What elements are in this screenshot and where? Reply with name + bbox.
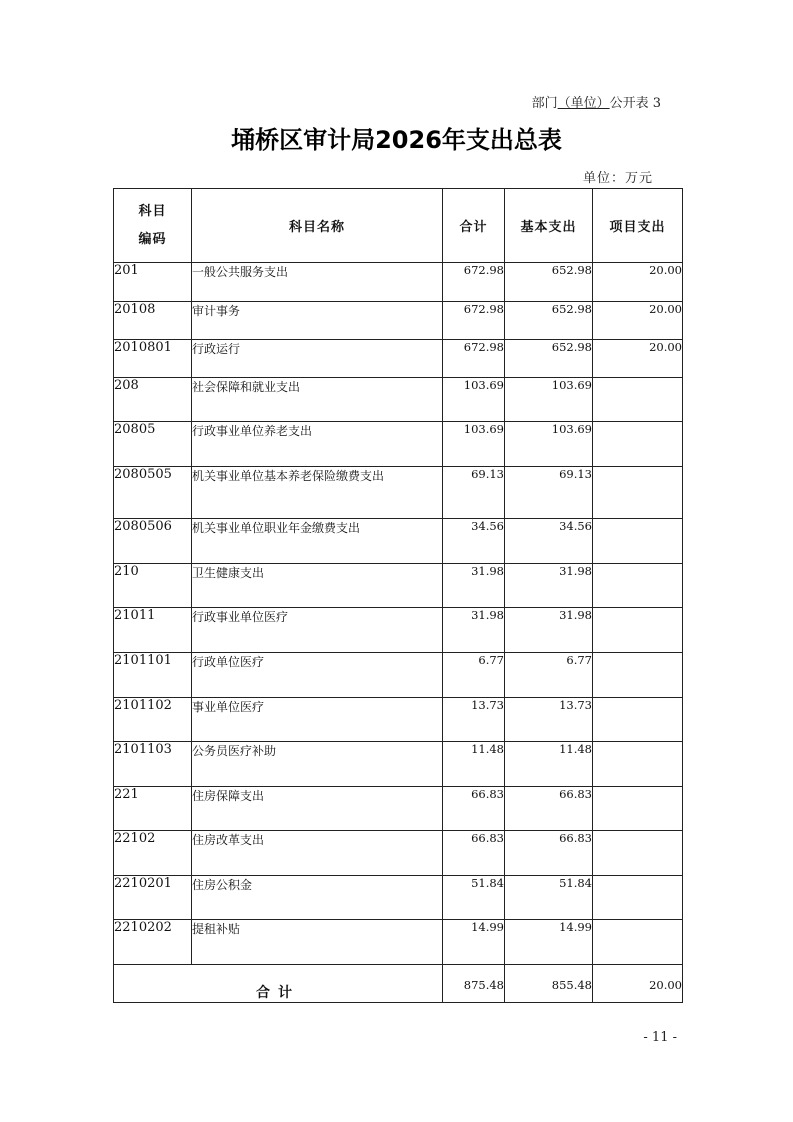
table-row [114,653,683,698]
table-row [114,608,683,653]
row-code: 20108 [114,302,192,340]
row-project [593,519,683,564]
row-basic: 69.13 [505,467,593,519]
row-code: 2210202 [114,920,192,965]
row-code: 21011 [114,608,192,653]
row-code: 208 [114,378,192,422]
row-total: 14.99 [443,920,505,965]
table-row [114,920,683,965]
page-title: 埇桥区审计局2026年支出总表 [231,126,562,154]
row-total: 13.73 [443,698,505,742]
row-project [593,378,683,422]
row-name: 审计事务 [192,302,443,340]
row-name: 住房保障支出 [192,787,443,831]
table-row [114,263,683,302]
row-code: 20805 [114,422,192,467]
table-row [114,742,683,787]
page-number: - 11 - [643,1030,677,1045]
row-total: 34.56 [443,519,505,564]
row-name: 行政单位医疗 [192,653,443,698]
row-total: 66.83 [443,831,505,876]
row-code: 2010801 [114,340,192,378]
row-total: 11.48 [443,742,505,787]
row-name: 提租补贴 [192,920,443,965]
row-basic: 51.84 [505,876,593,920]
doc-label-suffix: 公开表 3 [609,96,661,111]
row-name: 行政运行 [192,340,443,378]
row-total: 31.98 [443,564,505,608]
row-project [593,920,683,965]
table-row [114,831,683,876]
table-row [114,564,683,608]
grand-total-project: 20.00 [593,965,683,1003]
row-name: 一般公共服务支出 [192,263,443,302]
table-row [114,340,683,378]
header-name: 科目名称 [192,189,443,263]
row-basic: 66.83 [505,831,593,876]
row-project [593,467,683,519]
row-basic: 31.98 [505,608,593,653]
row-name: 事业单位医疗 [192,698,443,742]
row-basic: 103.69 [505,378,593,422]
header-total: 合计 [443,189,505,263]
row-project [593,698,683,742]
header-code [114,189,192,263]
row-project [593,742,683,787]
table-row [114,698,683,742]
row-name: 行政事业单位养老支出 [192,422,443,467]
row-code: 2080506 [114,519,192,564]
grand-total-total: 875.48 [443,965,505,1003]
row-project [593,831,683,876]
row-name: 卫生健康支出 [192,564,443,608]
table-row [114,467,683,519]
row-name: 机关事业单位基本养老保险缴费支出 [192,467,443,519]
header-code-line1: 科目 [138,203,167,219]
row-code: 201 [114,263,192,302]
table-header-row [114,189,683,263]
doc-label-prefix: 部门 [531,96,558,111]
document-table-label [532,92,661,111]
row-total: 69.13 [443,467,505,519]
row-total: 51.84 [443,876,505,920]
row-project [593,876,683,920]
row-name: 机关事业单位职业年金缴费支出 [192,519,443,564]
row-code: 22102 [114,831,192,876]
row-total: 66.83 [443,787,505,831]
row-name: 行政事业单位医疗 [192,608,443,653]
row-name: 住房改革支出 [192,831,443,876]
row-project [593,787,683,831]
row-basic: 31.98 [505,564,593,608]
row-project: 20.00 [593,263,683,302]
row-code: 2101103 [114,742,192,787]
grand-total-label: 合计 [114,965,443,1003]
row-project [593,608,683,653]
doc-label-underlined: （单位） [557,96,610,111]
row-project: 20.00 [593,340,683,378]
row-code: 2080505 [114,467,192,519]
unit-label: 单位：万元 [582,171,653,186]
table-row [114,787,683,831]
row-basic: 14.99 [505,920,593,965]
row-basic: 652.98 [505,340,593,378]
table-row [114,378,683,422]
table-row [114,876,683,920]
grand-total-basic: 855.48 [505,965,593,1003]
row-project [593,564,683,608]
expenditure-table [113,188,683,1003]
row-basic: 34.56 [505,519,593,564]
row-code: 2101102 [114,698,192,742]
row-total: 672.98 [443,302,505,340]
row-total: 31.98 [443,608,505,653]
row-total: 6.77 [443,653,505,698]
row-basic: 652.98 [505,263,593,302]
row-basic: 103.69 [505,422,593,467]
row-project: 20.00 [593,302,683,340]
row-name: 住房公积金 [192,876,443,920]
row-basic: 652.98 [505,302,593,340]
header-project: 项目支出 [593,189,683,263]
row-project [593,653,683,698]
row-basic: 6.77 [505,653,593,698]
header-basic: 基本支出 [505,189,593,263]
row-basic: 11.48 [505,742,593,787]
row-code: 221 [114,787,192,831]
row-total: 672.98 [443,340,505,378]
row-total: 672.98 [443,263,505,302]
table-row [114,422,683,467]
row-code: 2101101 [114,653,192,698]
row-total: 103.69 [443,422,505,467]
row-name: 社会保障和就业支出 [192,378,443,422]
row-basic: 66.83 [505,787,593,831]
table-row [114,519,683,564]
row-total: 103.69 [443,378,505,422]
row-project [593,422,683,467]
table-row [114,302,683,340]
row-code: 2210201 [114,876,192,920]
row-name: 公务员医疗补助 [192,742,443,787]
grand-total-row [114,965,683,1003]
header-code-line2: 编码 [138,231,167,247]
row-code: 210 [114,564,192,608]
row-basic: 13.73 [505,698,593,742]
